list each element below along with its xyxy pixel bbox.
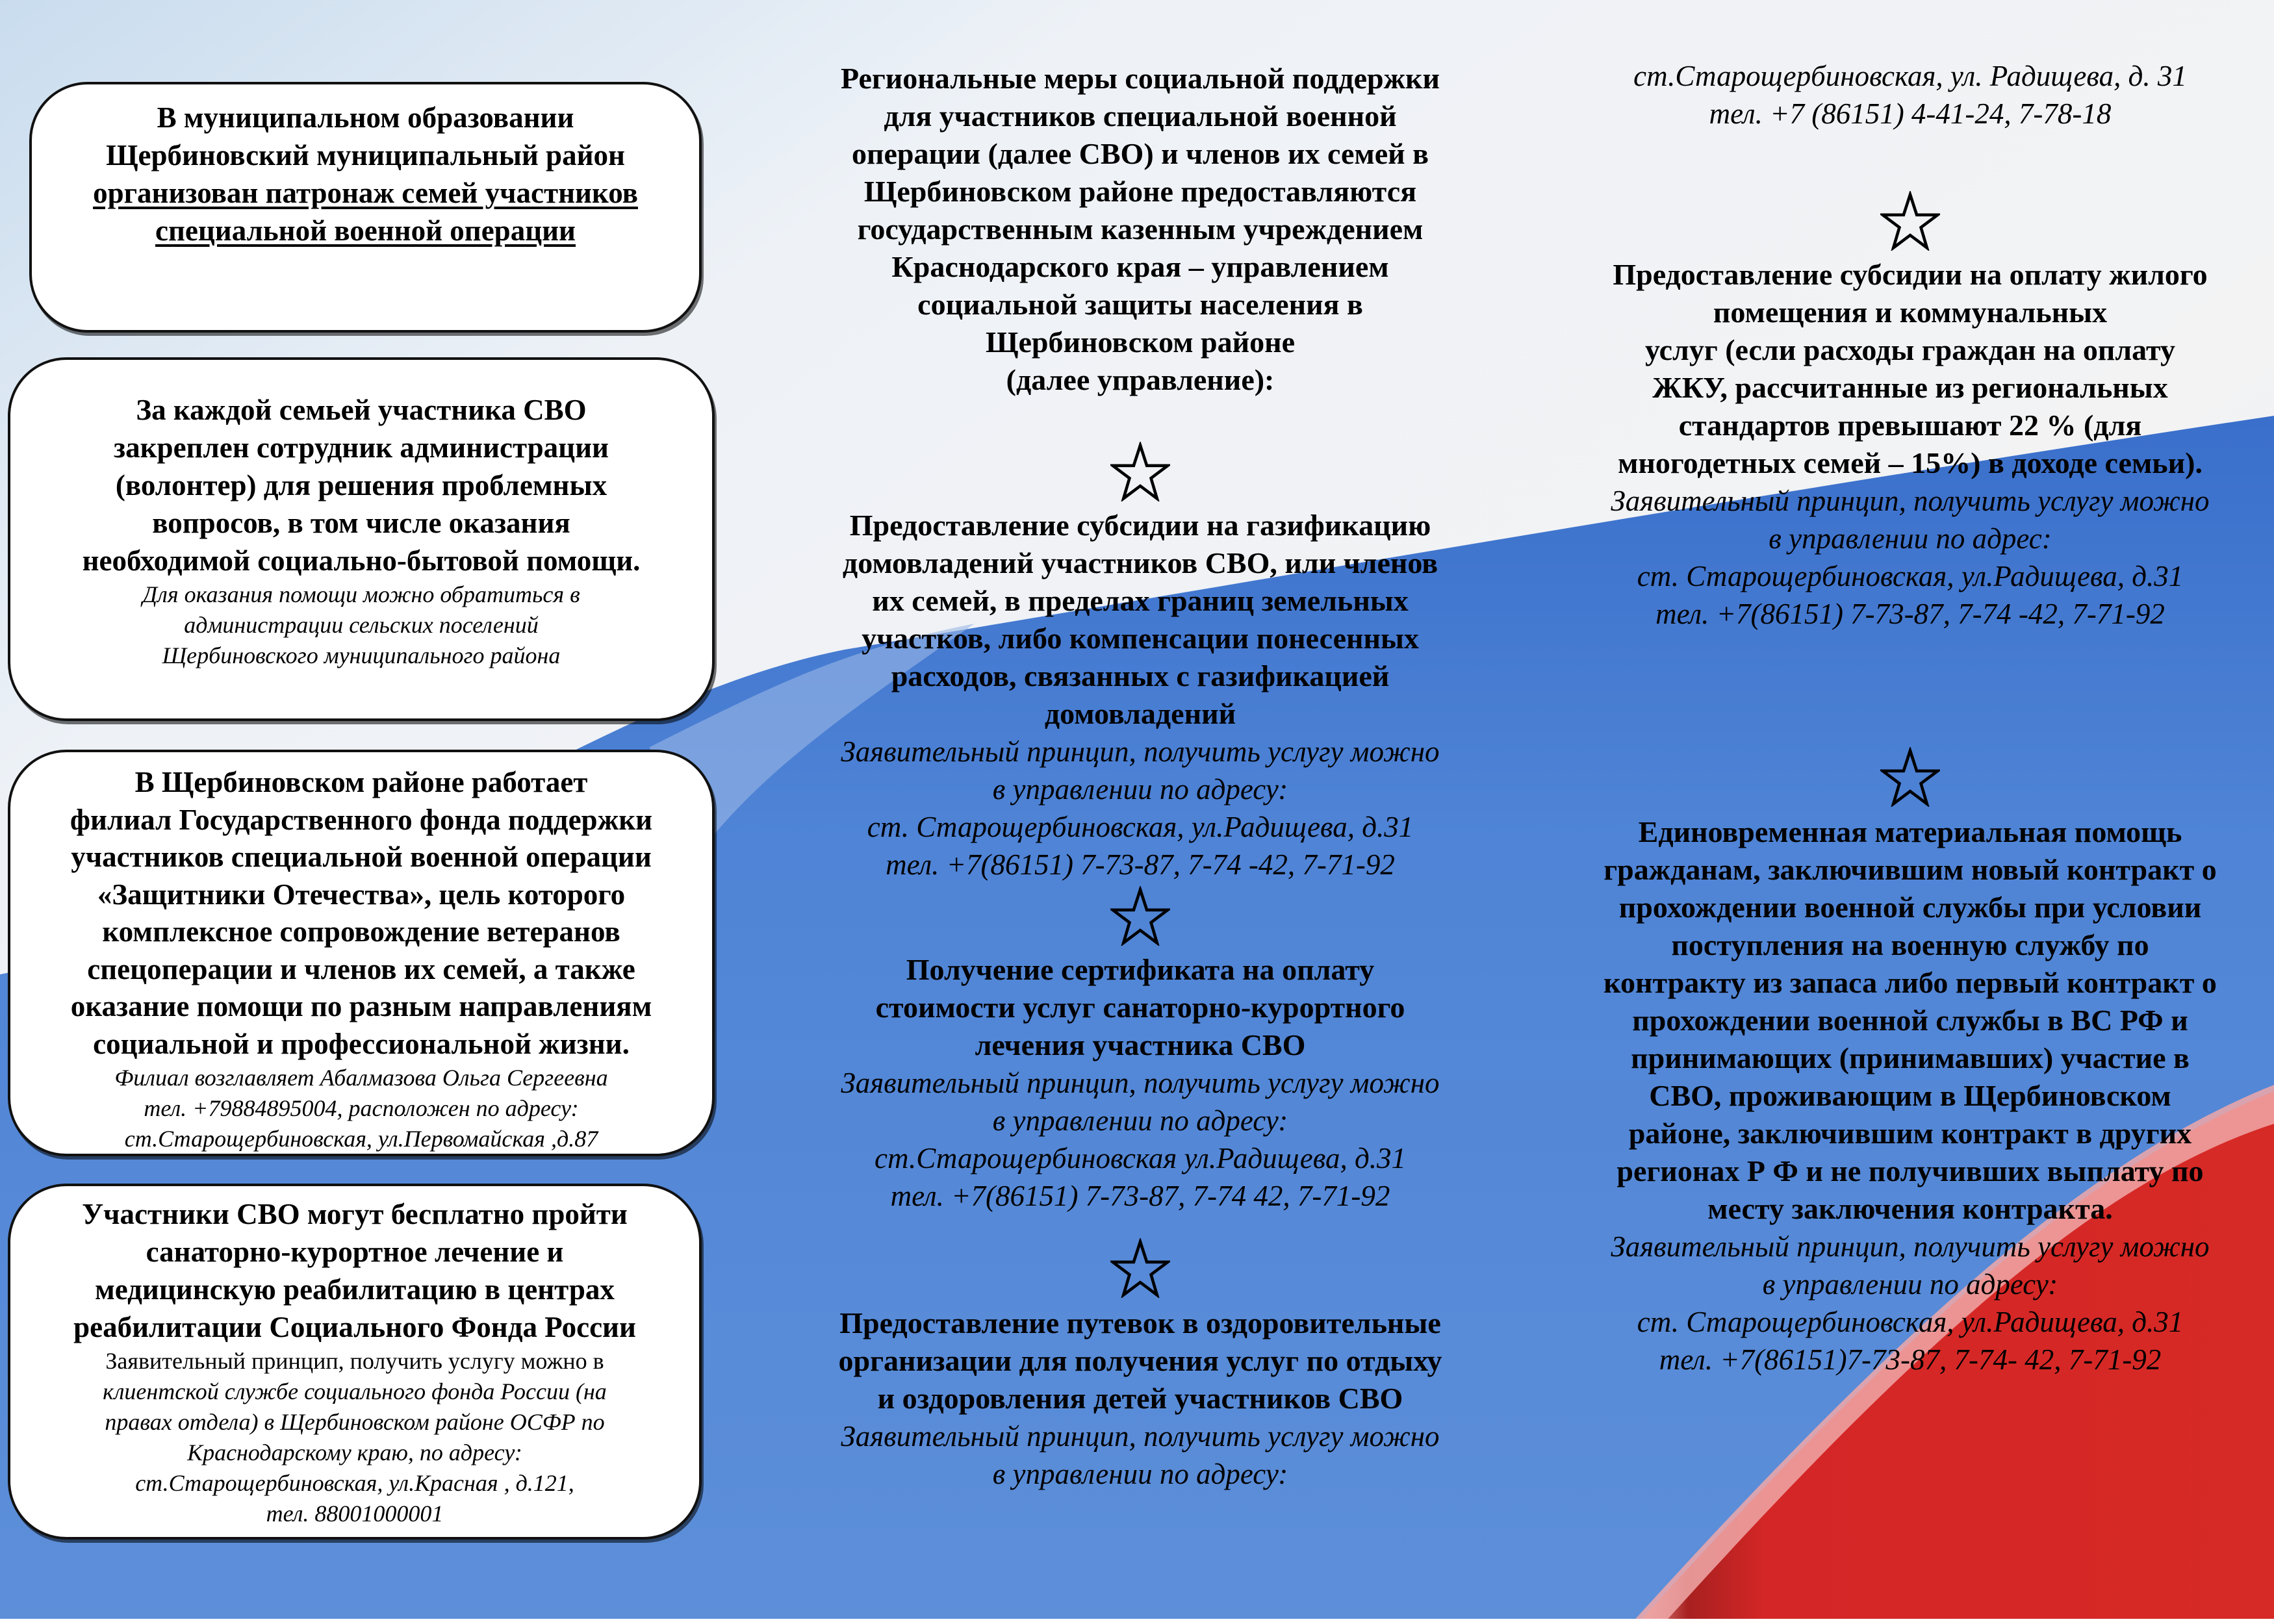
phone-line: тел. +7(86151) 7-73-87, 7-74 -42, 7-71-92 xyxy=(886,848,1395,881)
assigned-employee-heading xyxy=(10,391,712,579)
note-line: правах отдела) в Щербиновском районе ОСФР по xyxy=(105,1409,605,1435)
phone-line: тел. +7 (86151) 4-41-24, 7-78-18 xyxy=(1709,97,2112,130)
note-line: клиентской службе социального фонда России (на xyxy=(103,1378,607,1404)
heading-line: Щербиновском районе xyxy=(985,325,1296,359)
heading-line: месту заключения контракта. xyxy=(1707,1192,2113,1225)
note-line: Заявительный принцип, получить услугу можно в xyxy=(105,1348,604,1374)
heading-line: Единовременная материальная помощь xyxy=(1638,815,2182,848)
heading-line: ЖКУ, рассчитанные из региональных xyxy=(1652,371,2168,404)
heading-line: услуг (если расходы граждан на оплату xyxy=(1645,333,2175,366)
note-line: в управлении по адресу: xyxy=(992,773,1288,806)
patronage-underlined-text: специальной военной операции xyxy=(155,214,576,247)
fund-branch-heading xyxy=(10,764,712,1063)
gasification-section xyxy=(786,442,1494,883)
heading-line: контракту из запаса либо первый контракт о xyxy=(1603,966,2217,999)
heading-line: В Щербиновском районе работает xyxy=(134,766,588,798)
heading-line: филиал Государственного фонда поддержки xyxy=(70,803,653,836)
phone-line: тел. +7(86151)7-73-87, 7-74- 42, 7-71-92 xyxy=(1659,1343,2162,1376)
patronage-underlined-text: организован патронаж семей участников xyxy=(93,177,638,209)
heading-line: операции (далее СВО) и членов их семей в xyxy=(851,137,1429,170)
star-outline-icon xyxy=(1110,442,1170,501)
heading-line: помещения и коммунальных xyxy=(1713,296,2108,329)
note-line: администрации сельских поселений xyxy=(184,612,539,638)
note-line: Заявительный принцип, получить услугу можно xyxy=(1611,1230,2210,1263)
heading-line: реабилитации Социального Фонда России xyxy=(73,1311,636,1343)
phone-line: тел. 88001000001 xyxy=(266,1501,444,1527)
note-line: Заявительный принцип, получить услугу можно xyxy=(841,735,1440,768)
heading-line: (далее управление): xyxy=(1006,363,1275,396)
note-line: в управлении по адресу: xyxy=(1762,1268,2058,1300)
address-line: ст.Старощербиновская ул.Радищева, д.31 xyxy=(875,1142,1406,1174)
note-line: Заявительный принцип, получить услугу можно xyxy=(1611,485,2210,517)
heading-line: Предоставление субсидии на газификацию xyxy=(849,509,1431,542)
note-line: в управлении по адрес: xyxy=(1769,522,2052,555)
address-line: ст. Старощербиновская, ул.Радищева, д.31 xyxy=(867,811,1414,843)
note-line: Филиал возглавляет Абалмазова Ольга Сергеевна xyxy=(114,1065,608,1091)
heading-line: участков, либо компенсации понесенных xyxy=(862,622,1419,655)
heading-line: СВО, проживающим в Щербиновском xyxy=(1649,1079,2171,1112)
intro-heading xyxy=(786,60,1494,399)
heading-line: организации для получения услуг по отдыху xyxy=(838,1344,1442,1377)
housing-subsidy-section xyxy=(1546,191,2274,633)
heading-line: Получение сертификата на оплату xyxy=(906,953,1375,986)
heading-line: многодетных семей – 15%) в доходе семьи). xyxy=(1618,446,2203,479)
heading-line: спецоперации и членов их семей, а также xyxy=(87,952,635,985)
address-line: ст. Старощербиновская, ул.Радищева, д.31 xyxy=(1637,560,2184,592)
patronage-heading-line: Щербиновский муниципальный район xyxy=(106,139,625,171)
rehabilitation-heading xyxy=(10,1195,699,1346)
heading-line: участников специальной военной операции xyxy=(71,841,652,873)
note-line: Для оказания помощи можно обратиться в xyxy=(142,581,580,607)
heading-line: вопросов, в том числе оказания xyxy=(152,507,570,539)
heading-line: государственным казенным учреждением xyxy=(857,212,1424,246)
heading-line: Щербиновском районе предоставляются xyxy=(863,175,1417,208)
heading-line: расходов, связанных с газификацией xyxy=(891,659,1390,692)
middle-column xyxy=(786,60,1494,1493)
heading-line: (волонтер) для решения проблемных xyxy=(115,469,607,501)
note-line: Щербиновского муниципального района xyxy=(162,642,561,668)
heading-line: «Защитники Отечества», цель которого xyxy=(97,878,626,911)
heading-line: медицинскую реабилитацию в центрах xyxy=(95,1273,615,1306)
heading-line: регионах Р Ф и не получивших выплату по xyxy=(1616,1154,2204,1187)
address-line: ст.Старощербиновская, ул.Первомайская ,д.87 xyxy=(124,1126,598,1152)
heading-line: Краснодарского края – управлением xyxy=(891,250,1389,283)
rehabilitation-contact xyxy=(10,1346,699,1529)
heading-line: санаторно-курортное лечение и xyxy=(146,1236,564,1268)
heading-line: домовладений xyxy=(1044,697,1236,730)
continued-address xyxy=(1546,57,2274,133)
note-line: Заявительный принцип, получить услугу можно xyxy=(841,1420,1440,1453)
heading-line: социальной защиты населения в xyxy=(917,288,1363,321)
heading-line: поступления на военную службу по xyxy=(1671,928,2149,961)
heading-line: Предоставление субсидии на оплату жилого xyxy=(1613,258,2208,291)
address-line: ст.Старощербиновская, ул. Радищева, д. 31 xyxy=(1633,60,2187,92)
heading-line: закреплен сотрудник администрации xyxy=(114,431,609,464)
heading-line: За каждой семьей участника СВО xyxy=(136,394,587,426)
heading-line: их семей, в пределах границ земельных xyxy=(872,584,1409,617)
patronage-heading-line: В муниципальном образовании xyxy=(157,101,574,134)
heading-line: необходимой социально-бытовой помощи. xyxy=(82,544,641,577)
heading-line: Предоставление путевок в оздоровительные xyxy=(839,1306,1441,1339)
heading-line: Региональные меры социальной поддержки xyxy=(841,62,1440,95)
phone-line: тел. +7(86151) 7-73-87, 7-74 42, 7-71-92 xyxy=(890,1180,1390,1212)
fund-branch-contact xyxy=(10,1063,712,1154)
patronage-info-box xyxy=(29,82,702,333)
heading-line: комплексное сопровождение ветеранов xyxy=(102,915,620,948)
address-line: ст.Старощербиновская, ул.Красная , д.121, xyxy=(135,1470,574,1496)
phone-line: тел. +7(86151) 7-73-87, 7-74 -42, 7-71-92 xyxy=(1655,598,2165,630)
rehabilitation-box xyxy=(8,1184,702,1540)
heading-line: гражданам, заключившим новый контракт о xyxy=(1603,853,2217,886)
sanatorium-certificate-section xyxy=(786,886,1494,1215)
note-line: в управлении по адресу: xyxy=(992,1458,1288,1490)
heading-line: прохождении военной службы при условии xyxy=(1618,891,2202,924)
phone-line: тел. +79884895004, расположен по адресу: xyxy=(144,1095,579,1121)
star-outline-icon xyxy=(1880,747,1940,807)
address-line: ст. Старощербиновская, ул.Радищева, д.31 xyxy=(1637,1306,2184,1338)
heading-line: прохождении военной службы в ВС РФ и xyxy=(1632,1004,2188,1037)
heading-line: Участники СВО могут бесплатно пройти xyxy=(82,1198,628,1230)
heading-line: оказание помощи по разным направлениям xyxy=(70,990,652,1022)
star-outline-icon xyxy=(1110,1238,1170,1298)
right-column xyxy=(1546,57,2274,1378)
note-line: в управлении по адресу: xyxy=(992,1104,1288,1137)
note-line: Краснодарскому краю, по адресу: xyxy=(187,1440,522,1465)
note-line: Заявительный принцип, получить услугу можно xyxy=(841,1067,1440,1099)
star-outline-icon xyxy=(1110,886,1170,946)
heading-line: районе, заключившим контракт в других xyxy=(1628,1117,2192,1150)
heading-line: для участников специальной военной xyxy=(884,99,1397,133)
fund-branch-box xyxy=(8,750,715,1156)
heading-line: лечения участника СВО xyxy=(975,1028,1306,1061)
one-time-aid-section xyxy=(1546,747,2274,1378)
heading-line: социальной и профессиональной жизни. xyxy=(93,1027,630,1060)
heading-line: домовладений участников СВО, или членов xyxy=(842,546,1438,579)
heading-line: принимающих (принимавших) участие в xyxy=(1631,1041,2190,1074)
assigned-employee-box xyxy=(8,357,715,721)
children-vouchers-section xyxy=(786,1238,1494,1493)
heading-line: стандартов превышают 22 % (для xyxy=(1678,409,2142,442)
assigned-employee-note xyxy=(10,579,712,671)
heading-line: стоимости услуг санаторно-курортного xyxy=(875,991,1405,1024)
star-outline-icon xyxy=(1880,191,1940,251)
heading-line: и оздоровления детей участников СВО xyxy=(877,1382,1403,1415)
